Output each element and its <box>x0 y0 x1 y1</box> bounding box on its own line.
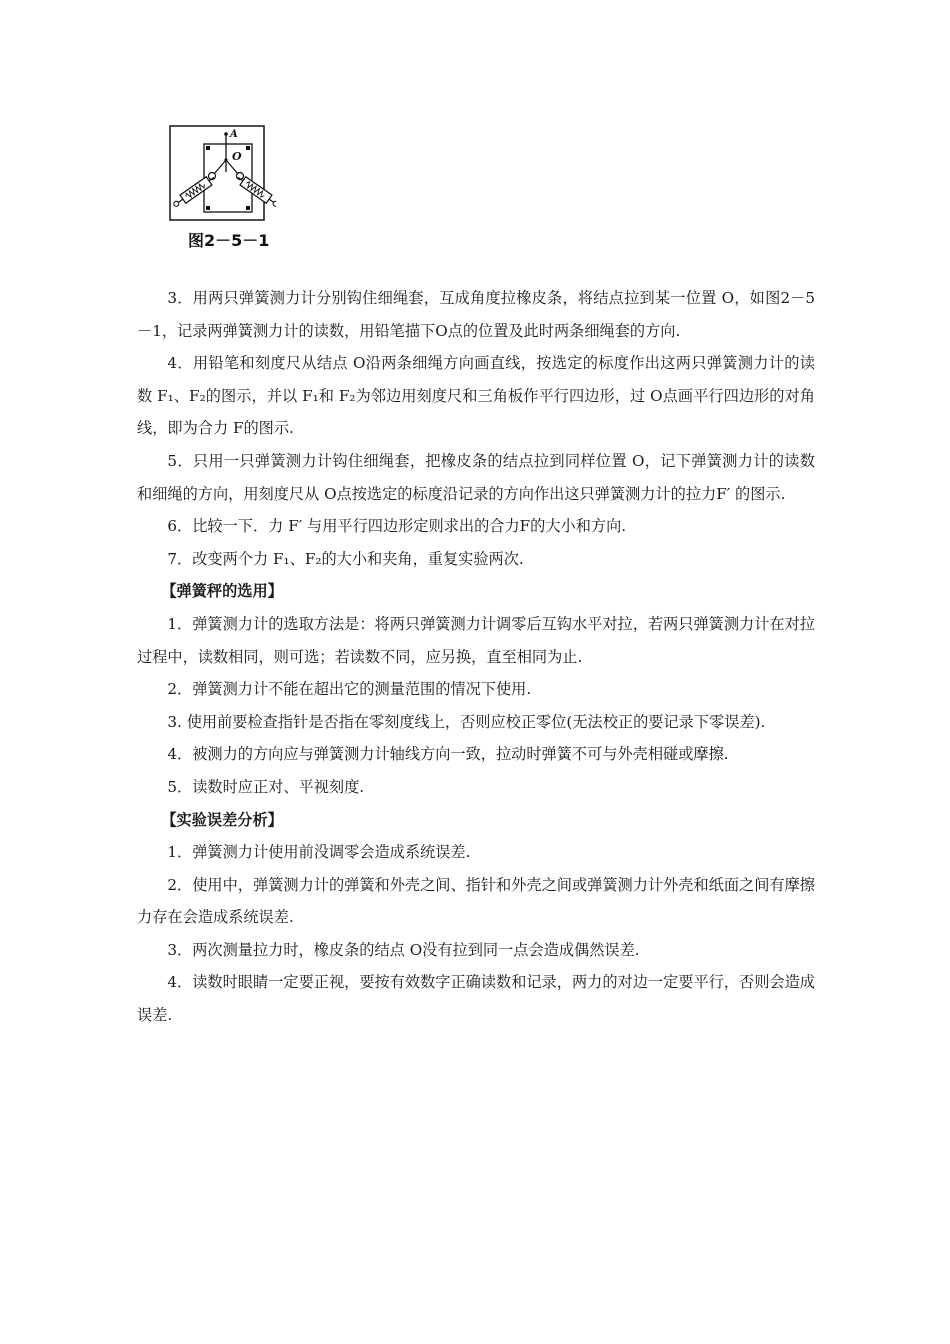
figure-caption: 图2－5－1 <box>188 231 270 250</box>
paragraph-scale-4: 4．被测力的方向应与弹簧测力计轴线方向一致，拉动时弹簧不可与外壳相碰或摩擦. <box>167 745 729 764</box>
paragraph-step-4: 4．用铅笔和刻度尺从结点 O沿两条细绳方向画直线，按选定的标度作出这两只弹簧测力计的读数 F₁、F₂的图示，并以 F₁和 F₂为邻边用刻度尺和三角板作平行四边形，过 O点画平行四边形的对角线，即为合力 F的图示. <box>137 354 815 438</box>
paragraph-error-4: 4．读数时眼睛一定要正视，要按有效数字正确读数和记录，两力的对边一定要平行，否则会造成误差. <box>137 973 815 1025</box>
paragraph-scale-1: 1．弹簧测力计的选取方法是：将两只弹簧测力计调零后互钩水平对拉，若两只弹簧测力计在对拉过程中，读数相同，则可选；若读数不同，应另换，直至相同为止. <box>137 614 815 666</box>
paragraph-step-6: 6．比较一下．力 F′ 与用平行四边形定则求出的合力F的大小和方向. <box>167 517 627 536</box>
paragraph-step-3: 3．用两只弹簧测力计分别钩住细绳套，互成角度拉橡皮条，将结点拉到某一位置 O，如图2－5－1，记录两弹簧测力计的读数，用铅笔描下O点的位置及此时两条细绳套的方向. <box>137 289 815 340</box>
paragraph-error-2: 2．使用中，弹簧测力计的弹簧和外壳之间、指针和外壳之间或弹簧测力计外壳和纸面之间有摩擦力存在会造成系统误差. <box>137 875 815 927</box>
paragraph-error-1: 1．弹簧测力计使用前没调零会造成系统误差. <box>167 843 471 862</box>
section-heading-heading-error-analysis: 【实验误差分析】 <box>161 810 283 829</box>
paragraph-step-5: 5．只用一只弹簧测力计钩住细绳套，把橡皮条的结点拉到同样位置 O，记下弹簧测力计的读数和细绳的方向，用刻度尺从 O点按选定的标度沿记录的方向作出这只弹簧测力计的拉力F′ 的图示. <box>137 451 815 503</box>
section-heading-heading-spring-scale: 【弹簧秤的选用】 <box>161 582 283 601</box>
label-a: A <box>230 129 238 140</box>
experiment-figure <box>166 124 276 254</box>
label-o: O <box>232 150 242 163</box>
spring-scale-diagram <box>166 124 276 224</box>
paragraph-scale-5: 5．读数时应正对、平视刻度. <box>167 777 365 796</box>
document-body <box>137 282 815 1032</box>
paragraph-scale-3: 3. 使用前要检查指针是否指在零刻度线上，否则应校正零位(无法校正的要记录下零误差). <box>167 712 766 731</box>
paragraph-scale-2: 2．弹簧测力计不能在超出它的测量范围的情况下使用. <box>167 680 532 699</box>
paragraph-step-7: 7．改变两个力 F₁、F₂的大小和夹角，重复实验两次. <box>167 549 524 568</box>
paragraph-error-3: 3．两次测量拉力时，橡皮条的结点 O没有拉到同一点会造成偶然误差. <box>167 940 640 959</box>
